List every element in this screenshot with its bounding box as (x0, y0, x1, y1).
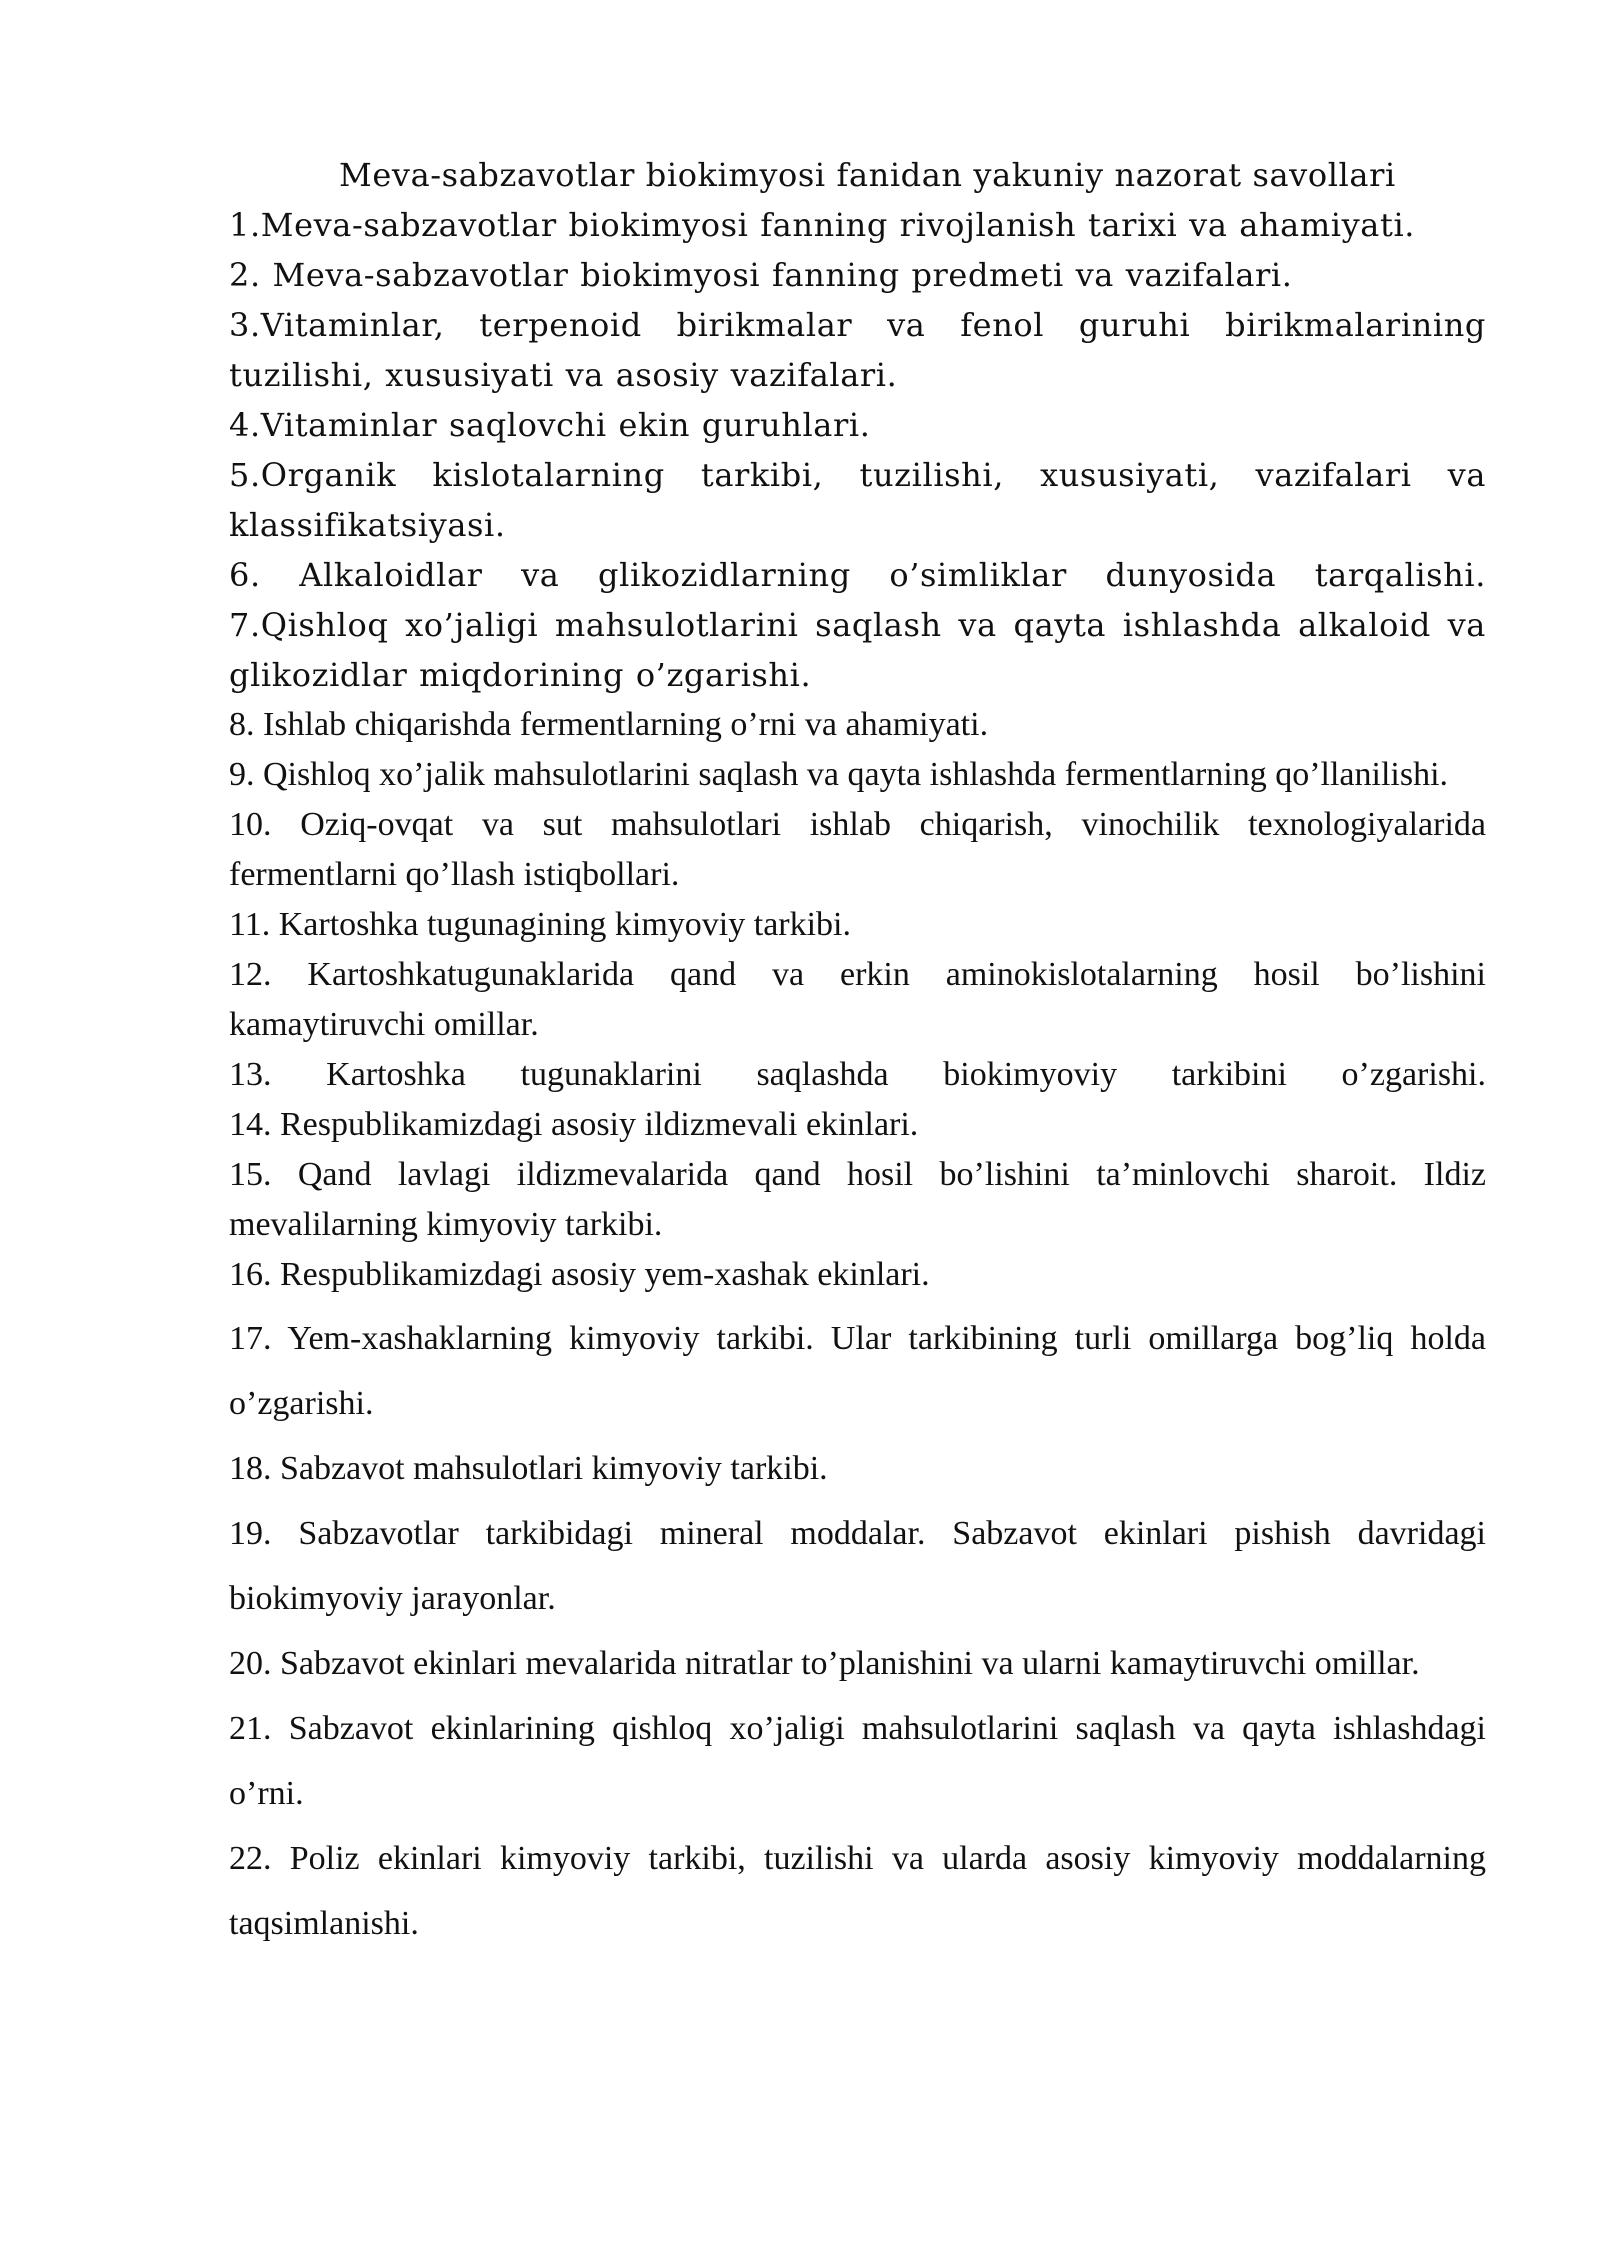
question-18: 18. Sabzavot mahsulotlari kimyoviy tarkibi. (229, 1450, 828, 1487)
question-2: 2. Meva-sabzavotlar biokimyosi fanning predmeti va vazifalari. (229, 256, 1293, 294)
question-5: 5.Organik kislotalarning tarkibi, tuzilishi, xususiyati, vazifalari va klassifikatsiyasi. (229, 456, 1486, 544)
question-20: 20. Sabzavot ekinlari mevalarida nitratlar to’planishini va ularni kamaytiruvchi omillar. (229, 1645, 1420, 1682)
question-22: 22. Poliz ekinlari kimyoviy tarkibi, tuzilishi va ularda asosiy kimyoviy moddalarning taqsimlanishi. (229, 1840, 1486, 1942)
question-21: 21. Sabzavot ekinlarining qishloq xo’jaligi mahsulotlarini saqlash va qayta ishlashdagi o’rni. (229, 1710, 1486, 1812)
question-13: 13. Kartoshka tugunaklarini saqlashda biokimyoviy tarkibini o’zgarishi. (229, 1056, 1486, 1093)
question-3: 3.Vitaminlar, terpenoid birikmalar va fenol guruhi birikmalarining tuzilishi, xususiyati va asosiy vazifalari. (229, 306, 1486, 394)
question-9: 9. Qishloq xo’jalik mahsulotlarini saqlash va qayta ishlashda fermentlarning qo’llanilishi. (229, 756, 1449, 793)
question-14: 14. Respublikamizdagi asosiy ildizmevali ekinlari. (229, 1106, 919, 1143)
document-title: Meva-sabzavotlar biokimyosi fanidan yakuniy nazorat savollari (339, 156, 1396, 194)
question-15: 15. Qand lavlagi ildizmevalarida qand hosil bo’lishini ta’minlovchi sharoit. Ildiz mevalilarning kimyoviy tarkibi. (229, 1156, 1486, 1243)
question-12: 12. Kartoshkatugunaklarida qand va erkin aminokislotalarning hosil bo’lishini kamaytiruvchi omillar. (229, 956, 1486, 1043)
question-8: 8. Ishlab chiqarishda fermentlarning o’rni va ahamiyati. (229, 706, 989, 743)
question-10: 10. Oziq-ovqat va sut mahsulotlari ishlab chiqarish, vinochilik texnologiyalarida fermentlarni qo’llash istiqbollari. (229, 806, 1486, 893)
question-19: 19. Sabzavotlar tarkibidagi mineral moddalar. Sabzavot ekinlari pishish davridagi biokimyoviy jarayonlar. (229, 1515, 1486, 1617)
question-4: 4.Vitaminlar saqlovchi ekin guruhlari. (229, 406, 871, 444)
question-1: 1.Meva-sabzavotlar biokimyosi fanning rivojlanish tarixi va ahamiyati. (229, 206, 1416, 244)
question-16: 16. Respublikamizdagi asosiy yem-xashak ekinlari. (229, 1256, 930, 1293)
question-17: 17. Yem-xashaklarning kimyoviy tarkibi. Ular tarkibining turli omillarga bog’liq holda o’zgarishi. (229, 1320, 1486, 1422)
question-6-7: 6. Alkaloidlar va glikozidlarning o’simliklar dunyosida tarqalishi. 7.Qishloq xo’jaligi mahsulotlarini saqlash va qayta ishlashda alkaloid va glikozidlar miqdorining o’zgarishi. (229, 556, 1486, 694)
question-11: 11. Kartoshka tugunagining kimyoviy tarkibi. (229, 906, 851, 943)
document-page (229, 150, 1486, 1956)
